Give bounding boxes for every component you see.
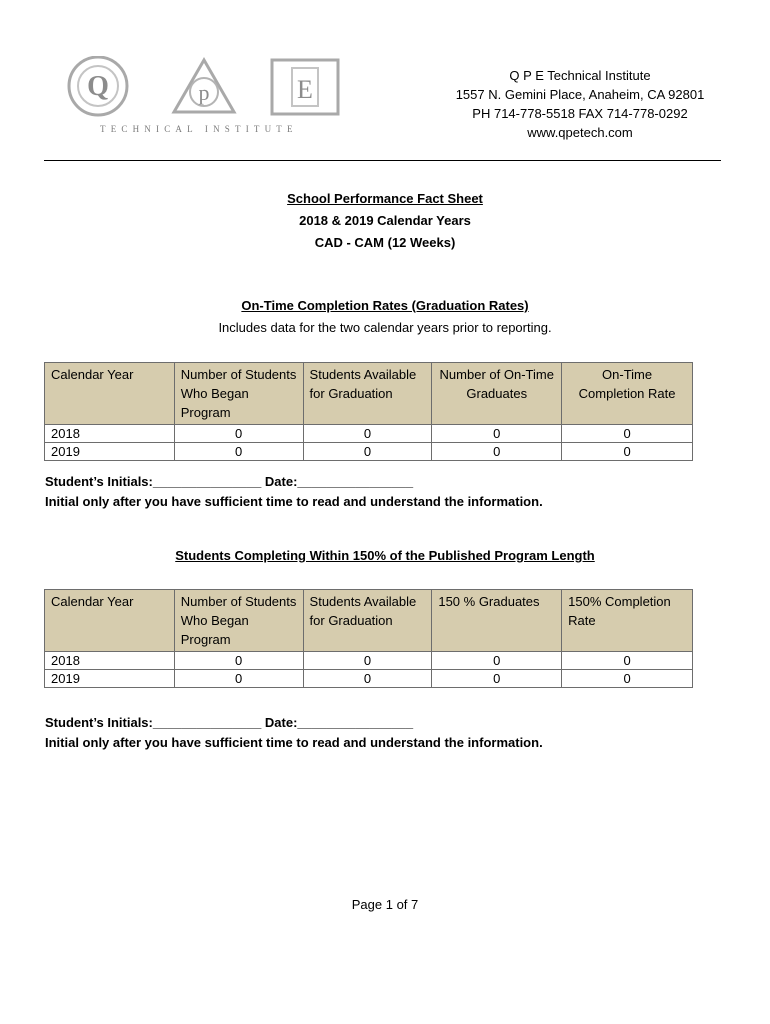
on-time-completion-table: [44, 362, 693, 461]
table-header-cell: Calendar Year: [45, 590, 175, 652]
table-header-row: [45, 363, 693, 425]
table-cell: 0: [174, 443, 303, 461]
logo-caption: TECHNICAL INSTITUTE: [100, 124, 298, 134]
table-cell: 0: [562, 670, 693, 688]
document-title-block: [0, 188, 770, 254]
table-cell: 2018: [45, 652, 175, 670]
initials-note: Initial only after you have sufficient time to read and understand the information.: [45, 494, 543, 509]
table-cell: 0: [174, 670, 303, 688]
table-header-cell: 150 % Graduates: [432, 590, 562, 652]
q-circle-icon: [69, 57, 127, 115]
page-number: Page 1 of 7: [351, 897, 419, 912]
table-cell: 2018: [45, 425, 175, 443]
table-header-cell: Students Available for Graduation: [303, 363, 432, 425]
table-row: [45, 443, 693, 461]
p-triangle-icon: [174, 60, 234, 112]
table-cell: 0: [432, 425, 562, 443]
document-years: 2018 & 2019 Calendar Years: [299, 213, 471, 228]
header-divider: [44, 160, 721, 161]
table-cell: 2019: [45, 670, 175, 688]
svg-text:Q: Q: [87, 71, 109, 102]
section2-title: Students Completing Within 150% of the Published Program Length: [175, 548, 595, 563]
table-cell: 0: [562, 652, 693, 670]
table-header-cell: On-Time Completion Rate: [562, 363, 693, 425]
table-header-cell: Number of On-Time Graduates: [432, 363, 562, 425]
completion-150-table: [44, 589, 693, 688]
initials-block-2: [45, 713, 543, 753]
table-cell: 0: [303, 670, 432, 688]
table-header-cell: Students Available for Graduation: [303, 590, 432, 652]
table-cell: 0: [174, 425, 303, 443]
e-square-icon: [272, 60, 338, 114]
institute-website: www.qpetech.com: [527, 125, 633, 140]
table-cell: 0: [303, 425, 432, 443]
institute-name: Q P E Technical Institute: [509, 68, 651, 83]
table-cell: 0: [432, 652, 562, 670]
section1-subtitle: Includes data for the two calendar years prior to reporting.: [218, 320, 552, 335]
section1-title: On-Time Completion Rates (Graduation Rates): [241, 298, 529, 313]
table-header-row: [45, 590, 693, 652]
table-cell: 0: [303, 652, 432, 670]
institute-address-block: [420, 66, 740, 142]
table-header-cell: 150% Completion Rate: [562, 590, 693, 652]
initials-note: Initial only after you have sufficient time to read and understand the information.: [45, 735, 543, 750]
initials-date-line[interactable]: Student’s Initials:_______________ Date:________________: [45, 715, 414, 730]
table-header-cell: Calendar Year: [45, 363, 175, 425]
svg-text:E: E: [297, 75, 313, 104]
table-cell: 2019: [45, 443, 175, 461]
initials-date-line[interactable]: Student’s Initials:_______________ Date:________________: [45, 474, 414, 489]
svg-text:p: p: [198, 80, 210, 105]
table-cell: 0: [562, 425, 693, 443]
institute-phone: PH 714-778-5518 FAX 714-778-0292: [472, 106, 688, 121]
table-row: [45, 652, 693, 670]
document-title: School Performance Fact Sheet: [287, 191, 483, 206]
institute-address: 1557 N. Gemini Place, Anaheim, CA 92801: [455, 87, 705, 102]
initials-block-1: [45, 472, 543, 512]
table-cell: 0: [432, 670, 562, 688]
table-row: [45, 670, 693, 688]
table-row: [45, 425, 693, 443]
table-cell: 0: [432, 443, 562, 461]
table-cell: 0: [562, 443, 693, 461]
table-header-cell: Number of Students Who Began Program: [174, 590, 303, 652]
table-cell: 0: [303, 443, 432, 461]
table-cell: 0: [174, 652, 303, 670]
table-header-cell: Number of Students Who Began Program: [174, 363, 303, 425]
document-program: CAD - CAM (12 Weeks): [314, 235, 456, 250]
